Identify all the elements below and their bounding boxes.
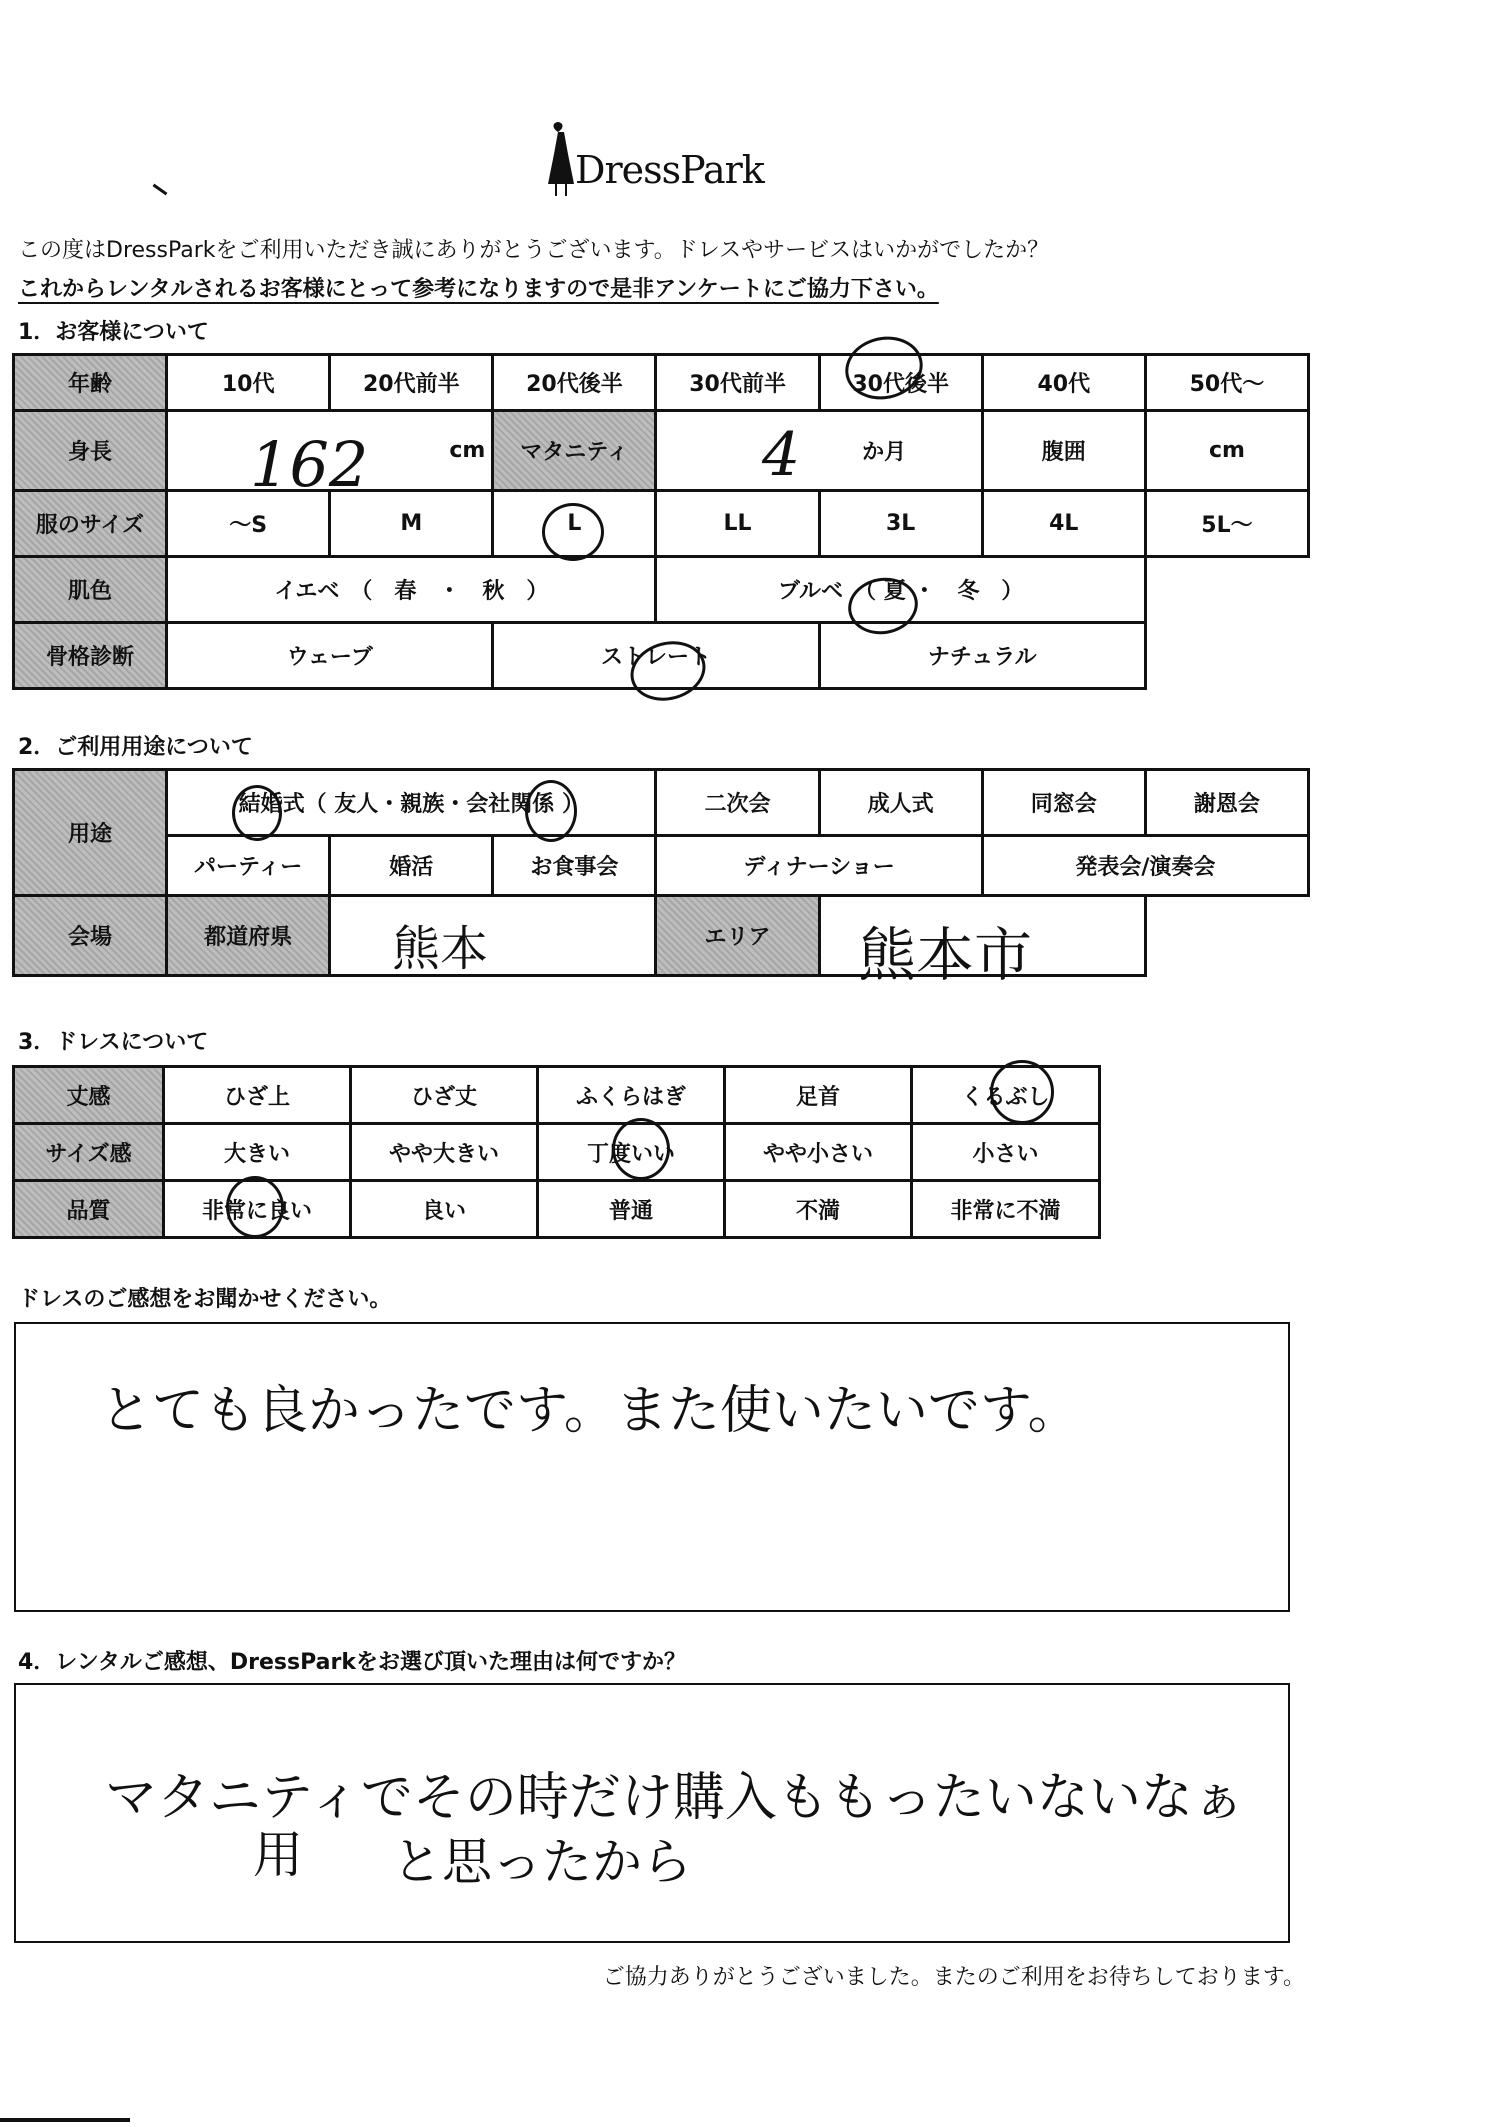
maternity-unit: か月 [862, 440, 907, 465]
empty-cell [1145, 896, 1308, 976]
quality-option[interactable]: 不満 [725, 1181, 912, 1238]
fit-option-selected[interactable]: 丁度いい [538, 1124, 725, 1181]
usage-table [12, 768, 1310, 977]
quality-label: 品質 [14, 1181, 164, 1238]
size-option[interactable]: 4L [982, 491, 1145, 557]
age-option[interactable]: 30代前半 [656, 355, 819, 411]
handwritten-dress-comment: とても良かったです。また使いたいです。 [100, 1381, 1080, 1441]
size-option[interactable]: 5L〜 [1145, 491, 1308, 557]
age-option[interactable]: 40代 [982, 355, 1145, 411]
prefecture-field[interactable] [330, 896, 656, 976]
handwritten-area: 熊本市 [858, 921, 1033, 989]
quality-option[interactable]: 普通 [538, 1181, 725, 1238]
length-label: 丈感 [14, 1067, 164, 1124]
dress-table [12, 1065, 1101, 1239]
maternity-field[interactable] [656, 411, 982, 491]
purpose-option[interactable]: 謝恩会 [1145, 770, 1308, 836]
handwritten-reason-line-1: マタニティでその時だけ購入ももったいないなぁ [105, 1768, 1245, 1828]
selection-circle [612, 1118, 670, 1180]
section-3-title: 3．ドレスについて [18, 1030, 209, 1055]
age-label: 年齢 [14, 355, 167, 411]
handwritten-reason-line-2: と思ったから [392, 1833, 692, 1891]
quality-option[interactable]: 非常に不満 [912, 1181, 1100, 1238]
purpose-option[interactable]: 成人式 [819, 770, 982, 836]
bone-label: 骨格診断 [14, 623, 167, 689]
purpose-option[interactable]: 発表会/演奏会 [982, 836, 1308, 896]
intro-line-2: これからレンタルされるお客様にとって参考になりますので是非アンケートにご協力下さい。 [18, 277, 939, 302]
fit-option[interactable]: やや小さい [725, 1124, 912, 1181]
empty-cell [1145, 557, 1308, 623]
fit-option[interactable]: 大きい [164, 1124, 351, 1181]
empty-cell [1145, 623, 1308, 689]
handwritten-maternity-months: 4 [762, 420, 801, 490]
purpose-option[interactable]: 同窓会 [982, 770, 1145, 836]
length-option-selected[interactable]: くるぶし [912, 1067, 1100, 1124]
selection-circle [226, 1176, 284, 1238]
age-option[interactable]: 20代前半 [330, 355, 493, 411]
closing-thanks: ご協力ありがとうございました。またのご利用をお待ちしております。 [602, 1965, 1305, 1990]
size-option[interactable]: 〜S [167, 491, 330, 557]
size-label: 服のサイズ [14, 491, 167, 557]
age-option-selected[interactable]: 30代後半 [819, 355, 982, 411]
length-option[interactable]: ひざ丈 [351, 1067, 538, 1124]
length-option[interactable]: 足首 [725, 1067, 912, 1124]
skin-blue-suffix: ・ 冬 ） [913, 579, 1024, 604]
selection-circle [542, 503, 604, 561]
size-option[interactable]: 3L [819, 491, 982, 557]
dress-comment-label: ドレスのご感想をお聞かせください。 [18, 1287, 392, 1312]
selection-circle [525, 780, 577, 842]
fit-option[interactable]: 小さい [912, 1124, 1100, 1181]
scan-edge-line [0, 2118, 130, 2122]
section-4-title: 4．レンタルご感想、DressParkをお選び頂いた理由は何ですか？ [18, 1650, 686, 1675]
size-option[interactable]: LL [656, 491, 819, 557]
purpose-option[interactable]: お食事会 [493, 836, 656, 896]
customer-table [12, 353, 1310, 690]
length-option[interactable]: ひざ上 [164, 1067, 351, 1124]
venue-label: 会場 [14, 896, 167, 976]
skin-yellow-option[interactable]: イエベ （ 春 ・ 秋 ） [167, 557, 656, 623]
height-label: 身長 [14, 411, 167, 491]
logo-text: DressPark [575, 148, 764, 192]
skin-blue-prefix: ブルベ （ [777, 579, 877, 604]
maternity-label: マタニティ [493, 411, 656, 491]
dress-comment-box[interactable] [14, 1322, 1290, 1612]
purpose-option[interactable]: ディナーショー [656, 836, 982, 896]
age-option[interactable]: 20代後半 [493, 355, 656, 411]
purpose-option-wedding[interactable]: 結婚式（ 友人・親族・会社関係 ） [167, 770, 656, 836]
area-label: エリア [656, 896, 819, 976]
purpose-label: 用途 [14, 770, 167, 896]
bone-option[interactable]: ウェーブ [167, 623, 493, 689]
quality-option[interactable]: 良い [351, 1181, 538, 1238]
length-option[interactable]: ふくらはぎ [538, 1067, 725, 1124]
age-option[interactable]: 50代〜 [1145, 355, 1308, 411]
section-2-title: 2．ご利用用途について [18, 735, 253, 760]
skin-label: 肌色 [14, 557, 167, 623]
fit-option[interactable]: やや大きい [351, 1124, 538, 1181]
skin-blue-summer: 夏 [883, 579, 906, 604]
height-unit: cm [449, 438, 486, 463]
prefecture-label: 都道府県 [167, 896, 330, 976]
bone-option-selected[interactable]: ストレート [493, 623, 819, 689]
handwritten-prefecture: 熊本 [392, 921, 489, 977]
intro-line-1: この度はDressParkをご利用いただき誠にありがとうございます。ドレスやサービスはいかがでしたか？ [18, 238, 1050, 263]
selection-circle [232, 785, 282, 841]
bone-option[interactable]: ナチュラル [819, 623, 1145, 689]
purpose-option[interactable]: パーティー [167, 836, 330, 896]
handwritten-reason-insert: 用 [253, 1826, 303, 1884]
stray-mark [153, 184, 168, 196]
purpose-option[interactable]: 二次会 [656, 770, 819, 836]
handwritten-height: 162 [250, 428, 369, 501]
size-option[interactable]: M [330, 491, 493, 557]
fit-label: サイズ感 [14, 1124, 164, 1181]
waist-label: 腹囲 [982, 411, 1145, 491]
section-1-title: 1．お客様について [18, 320, 209, 345]
selection-circle [990, 1060, 1054, 1124]
age-option[interactable]: 10代 [167, 355, 330, 411]
quality-option-selected[interactable]: 非常に良い [164, 1181, 351, 1238]
size-option-selected[interactable]: L [493, 491, 656, 557]
purpose-option[interactable]: 婚活 [330, 836, 493, 896]
waist-unit[interactable]: cm [1145, 411, 1308, 491]
